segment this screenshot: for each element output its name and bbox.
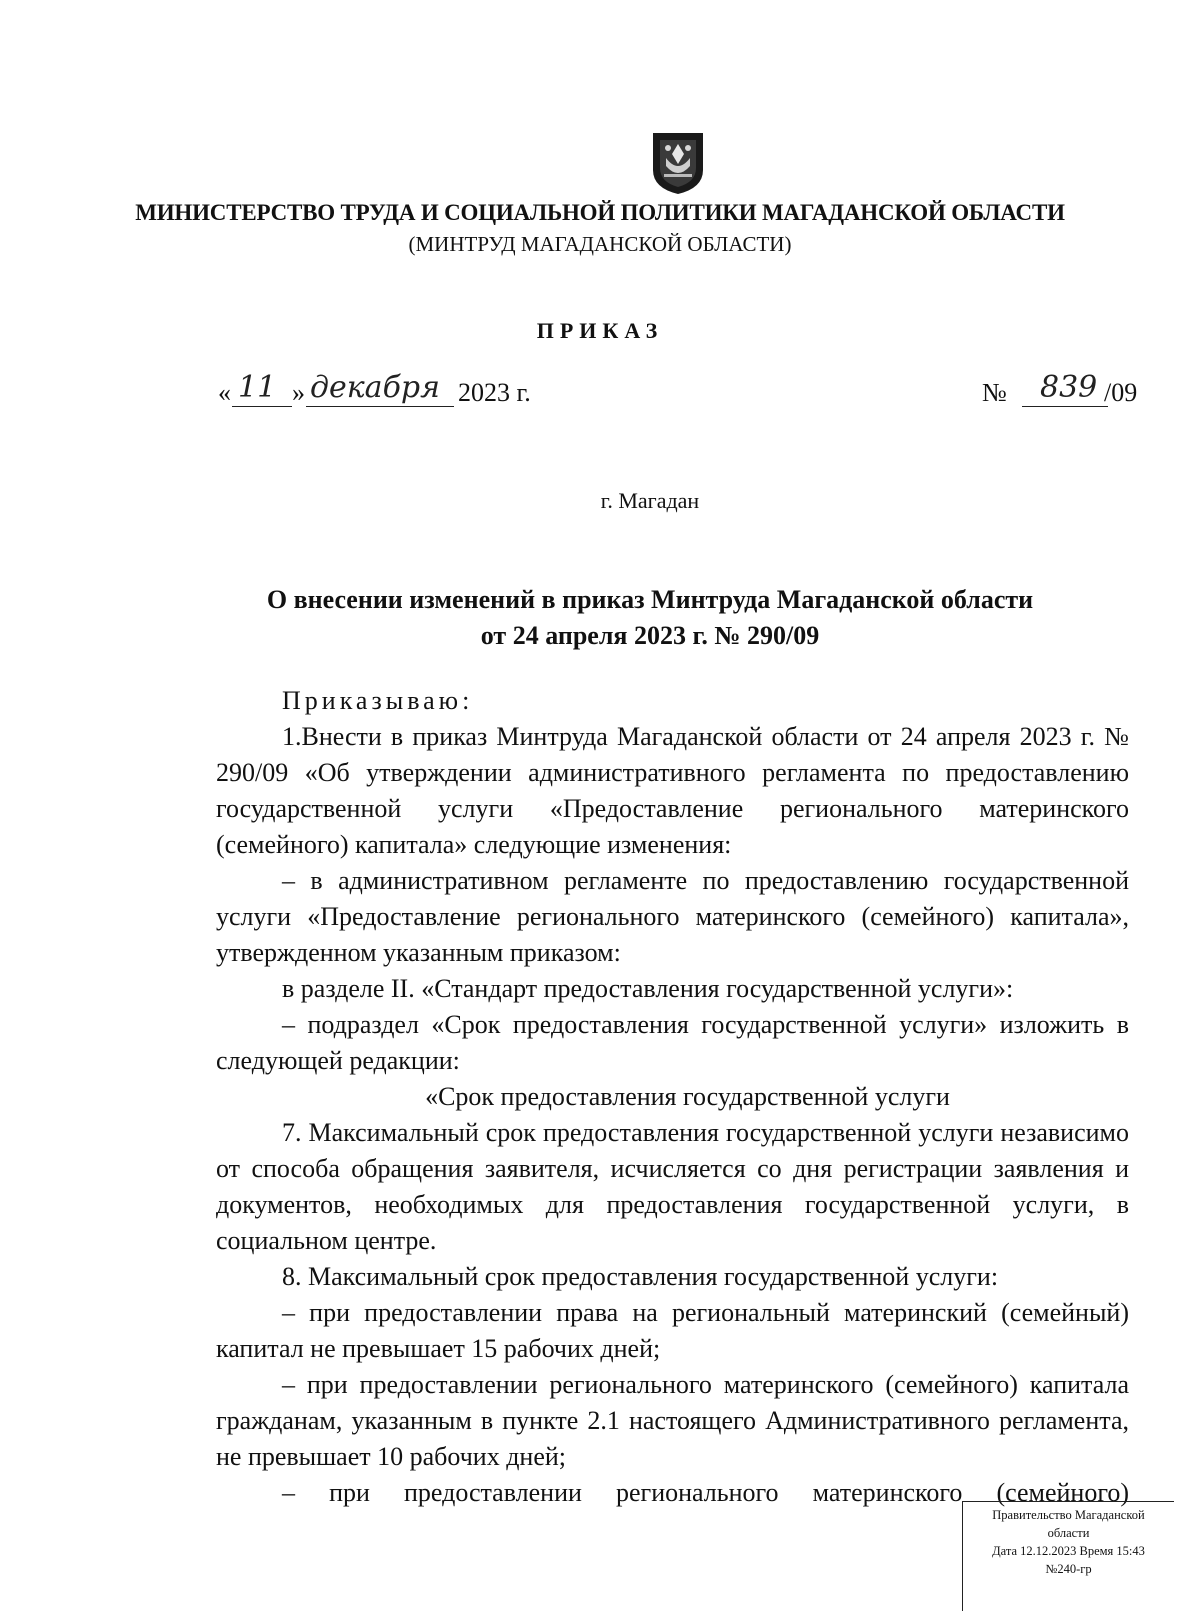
number-sign: №	[982, 378, 1007, 407]
stamp-line-4: №240-гр	[1045, 1562, 1092, 1576]
ministry-name: МИНИСТЕРСТВО ТРУДА И СОЦИАЛЬНОЙ ПОЛИТИКИ МАГАДАНСКОЙ ОБЛАСТИ	[135, 200, 1065, 225]
paragraph-7: 8. Максимальный срок предоставления государственной услуги:	[282, 1262, 999, 1291]
date-month-handwritten: декабря	[310, 370, 440, 405]
paragraph-3: в разделе II. «Стандарт предоставления государственной услуги»:	[282, 974, 1014, 1003]
number-suffix: /09	[1104, 378, 1138, 407]
document-type-title: ПРИКАЗ	[536, 318, 664, 343]
number-value-handwritten: 839	[1040, 370, 1098, 405]
order-body	[216, 683, 1129, 1511]
order-subject	[0, 582, 1200, 654]
paragraph-4: – подраздел «Срок предоставления государственной услуги» изложить в следующей редакции:	[216, 1010, 1129, 1075]
date-day-underline	[232, 406, 292, 407]
ministry-short-name: (МИНТРУД МАГАДАНСКОЙ ОБЛАСТИ)	[408, 232, 792, 256]
paragraph-9: – при предоставлении регионального материнского (семейного) капитала гражданам, указанным в пункте 2.1 настоящего Административного регламента, не превышает 10 рабочих дней;	[216, 1370, 1129, 1471]
number-underline	[1022, 406, 1108, 407]
date-close-quote: »	[292, 378, 305, 407]
paragraph-5-heading: «Срок предоставления государственной услуги	[425, 1082, 950, 1111]
paragraph-8: – при предоставлении права на региональный материнский (семейный) капитал не превышает 15 рабочих дней;	[216, 1298, 1129, 1363]
paragraph-1: 1.Внести в приказ Минтруда Магаданской области от 24 апреля 2023 г. № 290/09 «Об утверждении административного регламента по предоставлению государственной услуги «Предоставление регионального материнского (семейного) капитала» следующие изменения:	[216, 722, 1129, 859]
date-open-quote: «	[218, 378, 231, 407]
stamp-line-1: Правительство Магаданской	[992, 1508, 1145, 1522]
subject-line-1: О внесении изменений в приказ Минтруда Магаданской области	[266, 585, 1034, 614]
registration-stamp	[962, 1501, 1174, 1611]
paragraph-2: – в административном регламенте по предоставлению государственной услуги «Предоставление регионального материнского (семейного) капитала», утвержденном указанным приказом:	[216, 866, 1129, 967]
date-month-underline	[306, 406, 454, 407]
order-number	[982, 368, 1142, 418]
coat-of-arms-icon	[650, 130, 706, 196]
date-year: 2023 г.	[458, 378, 531, 407]
order-word: Приказываю:	[282, 686, 474, 715]
stamp-line-2: области	[1047, 1526, 1090, 1540]
subject-line-2: от 24 апреля 2023 г. № 290/09	[480, 621, 820, 650]
stamp-line-3: Дата 12.12.2023 Время 15:43	[992, 1544, 1145, 1558]
paragraph-6: 7. Максимальный срок предоставления государственной услуги независимо от способа обращения заявителя, исчисляется со дня регистрации заявления и документов, необходимых для предоставления государственной услуги, в социальном центре.	[216, 1118, 1129, 1255]
date-day-handwritten: 11	[238, 370, 277, 405]
city: г. Магадан	[600, 488, 700, 513]
order-date	[218, 368, 618, 418]
paragraph-10: – при предоставлении регионального материнского (семейного)	[282, 1478, 1129, 1507]
